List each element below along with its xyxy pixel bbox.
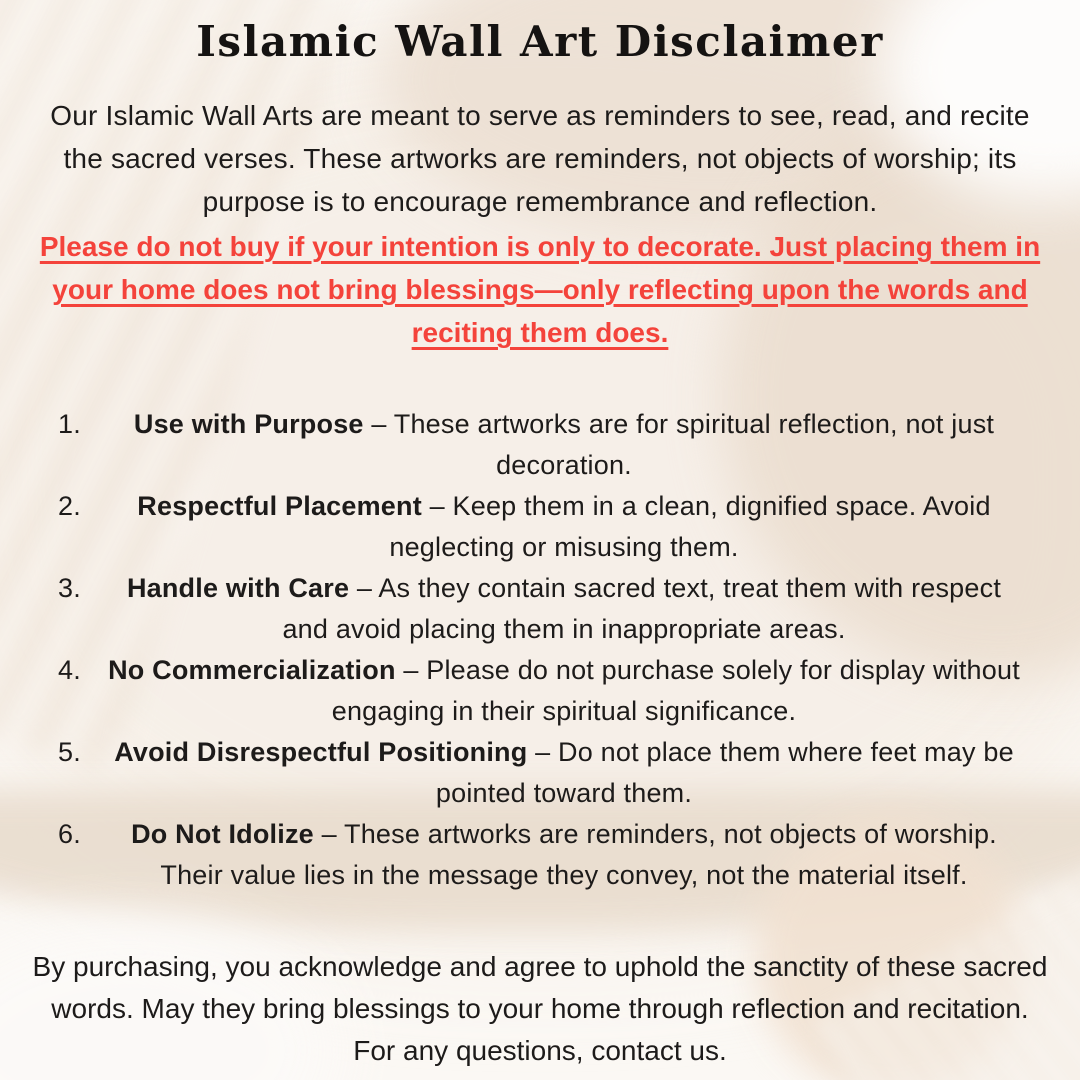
rule-body: – These artworks are reminders, not objects of worship. Their value lies in the message they convey, not the material itself. [160,819,997,891]
contact-line: For any questions, contact us. [353,1035,727,1067]
page-title: Islamic Wall Art Disclaimer [196,17,884,66]
list-item [28,486,1052,568]
rule-number: 5. [58,737,81,768]
rule-text [102,814,1052,896]
intro-paragraph: Our Islamic Wall Arts are meant to serve as reminders to see, read, and recite the sacred verses. These artworks are reminders, not objects of worship; its purpose is to encourage remembrance and reflection. [50,100,1030,218]
rule-number: 1. [58,409,81,440]
rule-title: Use with Purpose [133,409,364,440]
rule-text [102,404,1052,486]
rule-number: 6. [58,819,81,850]
rule-title: No Commercialization [108,655,396,686]
list-item [28,404,1052,486]
rule-body: – Do not place them where feet may be pointed toward them. [435,737,1014,809]
rule-body: – As they contain sacred text, treat them with respect and avoid placing them in inappropriate areas. [282,573,1002,645]
rule-body: – Keep them in a clean, dignified space. Avoid neglecting or misusing them. [389,491,991,563]
rule-title: Handle with Care [126,573,350,604]
rule-body: – Please do not purchase solely for display without engaging in their spiritual significance. [331,655,1020,727]
closing-text: By purchasing, you acknowledge and agree to uphold the sanctity of these sacred words. May they bring blessings to your home through reflection and recitation. [32,951,1048,1025]
closing-paragraph [28,946,1052,1072]
rules-list [28,404,1052,896]
rule-title: Respectful Placement [137,491,422,522]
rule-title: Do Not Idolize [131,819,314,850]
rule-number: 3. [58,573,81,604]
warning-paragraph: Please do not buy if your intention is only to decorate. Just placing them in your home does not bring blessings—only reflecting upon the words and reciting them does. [39,231,1041,349]
rule-text [102,650,1052,732]
rule-number: 2. [58,491,81,522]
list-item [28,732,1052,814]
rule-title: Avoid Disrespectful Positioning [114,737,528,768]
list-item [28,650,1052,732]
rule-text [102,568,1052,650]
rule-body: – These artworks are for spiritual reflection, not just decoration. [363,409,995,481]
rule-text [102,732,1052,814]
rule-text [102,486,1052,568]
list-item [28,814,1052,896]
rule-number: 4. [58,655,81,686]
list-item [28,568,1052,650]
